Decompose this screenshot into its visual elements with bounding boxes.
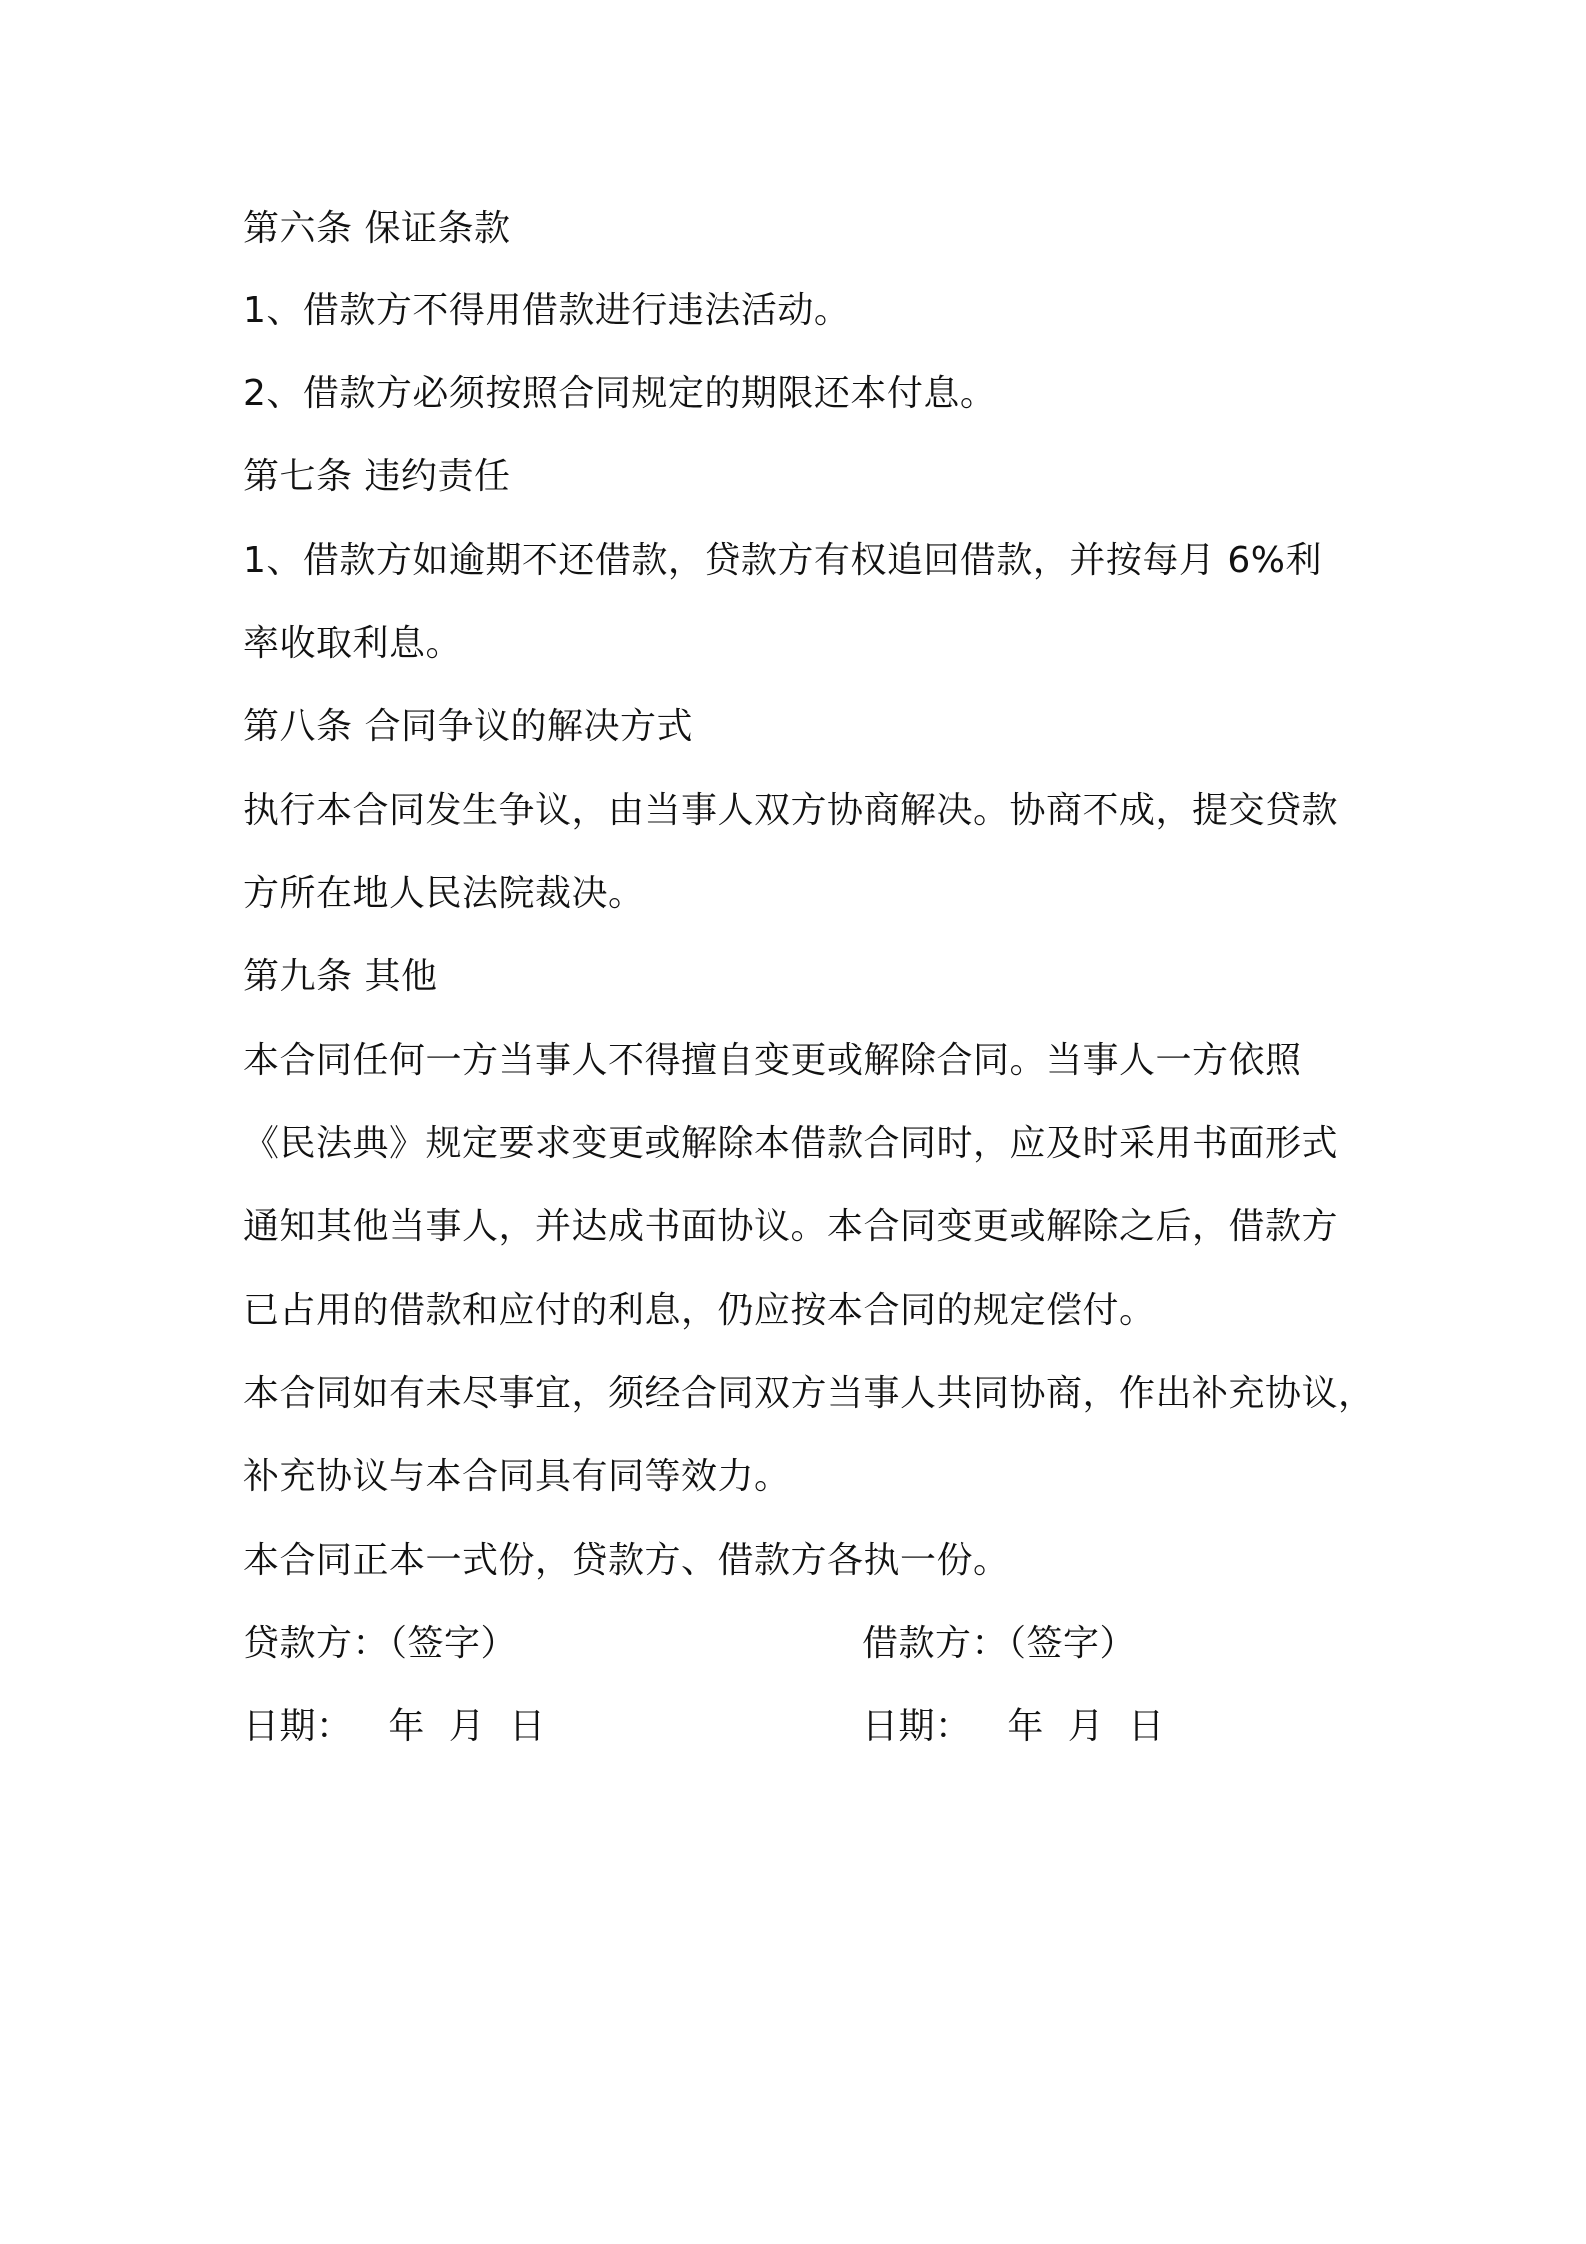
article9-para2-line2: 补充协议与本合同具有同等效力。 (243, 1456, 791, 1497)
article9-para1-line2: 《民法典》规定要求变更或解除本借款合同时，应及时采用书面形式 (243, 1123, 1339, 1164)
lender-signature-label: 贷款方：（签字） (243, 1623, 518, 1664)
article9-para1-line1: 本合同任何一方当事人不得擅自变更或解除合同。当事人一方依照 (243, 1040, 1302, 1081)
borrower-date-label: 日期： 年 月 日 (862, 1706, 1165, 1747)
article6-item1: 1、借款方不得用借款进行违法活动。 (243, 290, 851, 331)
article8-body-line2: 方所在地人民法院裁决。 (243, 873, 645, 914)
lender-date-label: 日期： 年 月 日 (243, 1706, 546, 1747)
borrower-signature-label: 借款方：（签字） (862, 1623, 1137, 1664)
article7-item1-line2: 率收取利息。 (243, 623, 463, 664)
article6-heading: 第六条 保证条款 (243, 208, 511, 249)
article9-para1-line3: 通知其他当事人，并达成书面协议。本合同变更或解除之后，借款方 (243, 1206, 1339, 1247)
article9-para3: 本合同正本一式份，贷款方、借款方各执一份。 (243, 1540, 1010, 1581)
article9-heading: 第九条 其他 (243, 956, 438, 997)
article8-heading: 第八条 合同争议的解决方式 (243, 706, 693, 747)
article8-body-line1: 执行本合同发生争议，由当事人双方协商解决。协商不成，提交贷款 (243, 790, 1339, 831)
article7-heading: 第七条 违约责任 (243, 456, 511, 497)
article9-para2-line1: 本合同如有未尽事宜，须经合同双方当事人共同协商，作出补充协议， (243, 1373, 1375, 1414)
article7-item1-line1: 1、借款方如逾期不还借款，贷款方有权追回借款，并按每月 6%利 (243, 540, 1322, 581)
article6-item2: 2、借款方必须按照合同规定的期限还本付息。 (243, 373, 997, 414)
article9-para1-line4: 已占用的借款和应付的利息，仍应按本合同的规定偿付。 (243, 1290, 1156, 1331)
